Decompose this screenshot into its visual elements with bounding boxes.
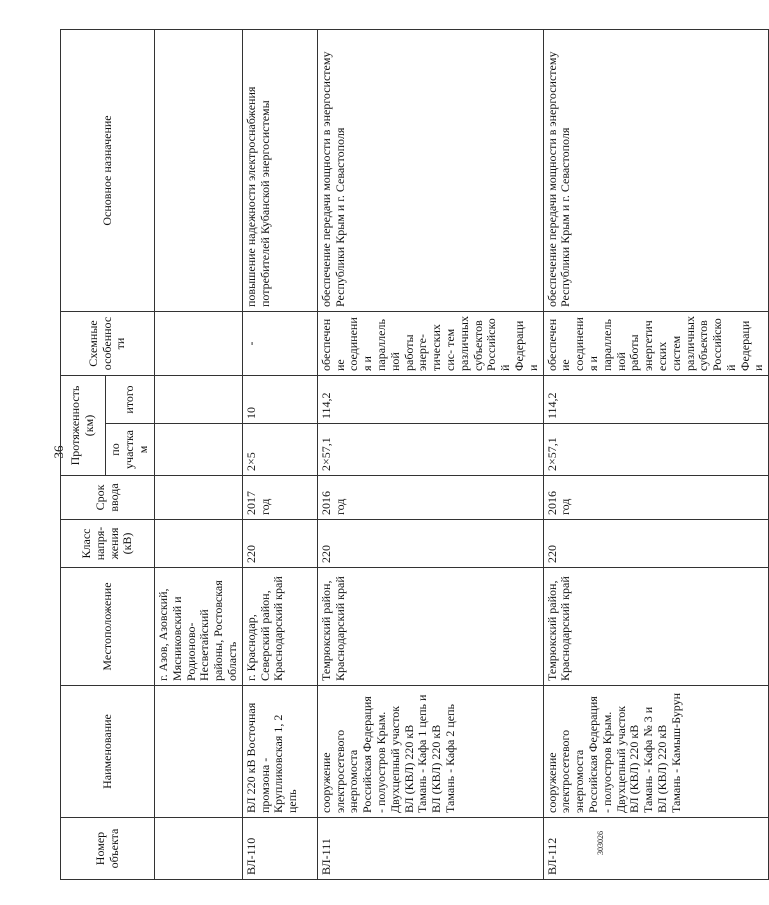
cell-name: сооружение электросетевого энергомоста Российская Федерация - полуостров Крым. Двухцепный участок ВЛ (КВЛ) 220 кВ Тамань - Кафа № 3 и ВЛ (КВЛ) 220 кВ Тамань - Камыш-Бурун bbox=[543, 686, 769, 818]
cell-by-sections: 2×5 bbox=[242, 424, 317, 476]
cell-purpose: обеспечение передачи мощности в энергосистему Республики Крым и г. Севастополя bbox=[317, 30, 543, 312]
header-location: Местоположение bbox=[61, 568, 155, 686]
cell-number: ВЛ-110 bbox=[242, 818, 317, 880]
cell-number bbox=[155, 818, 243, 880]
header-voltage: Класс напря- жения (кВ) bbox=[61, 520, 155, 568]
header-purpose: Основное назначение bbox=[61, 30, 155, 312]
cell-total bbox=[155, 376, 243, 424]
cell-purpose: обеспечение передачи мощности в энергосистему Республики Крым и г. Севастополя bbox=[543, 30, 769, 312]
table-row bbox=[543, 30, 769, 880]
table-row bbox=[155, 30, 243, 880]
footer-code: 303026 bbox=[596, 831, 605, 855]
cell-voltage: 220 bbox=[317, 520, 543, 568]
header-schematic: Схемные особенности bbox=[61, 312, 155, 376]
header-by-sections: по участкам bbox=[106, 424, 155, 476]
cell-name bbox=[155, 686, 243, 818]
cell-location: Темрюкский район, Краснодарский край bbox=[543, 568, 769, 686]
cell-schematic: - bbox=[242, 312, 317, 376]
register-table bbox=[60, 29, 769, 880]
cell-deadline: 2016 год bbox=[543, 476, 769, 520]
header-total: итого bbox=[106, 376, 155, 424]
cell-by-sections: 2×57,1 bbox=[317, 424, 543, 476]
cell-by-sections: 2×57,1 bbox=[543, 424, 769, 476]
cell-by-sections bbox=[155, 424, 243, 476]
cell-number: ВЛ-112 bbox=[543, 818, 769, 880]
cell-name: сооружение электросетевого энергомоста Российская Федерация - полуостров Крым. Двухцепный участок ВЛ (КВЛ) 220 кВ Тамань - Кафа 1 цепь и ВЛ (КВЛ) 220 кВ Тамань - Кафа 2 цепь bbox=[317, 686, 543, 818]
header-number: Номер объекта bbox=[61, 818, 155, 880]
cell-total: 10 bbox=[242, 376, 317, 424]
cell-name: ВЛ 220 кВ Восточная промзона - Крупликовская 1, 2 цепь bbox=[242, 686, 317, 818]
table-row bbox=[317, 30, 543, 880]
cell-number: ВЛ-111 bbox=[317, 818, 543, 880]
page-number: 36 bbox=[51, 445, 66, 459]
cell-location: Темрюкский район, Краснодарский край bbox=[317, 568, 543, 686]
cell-deadline bbox=[155, 476, 243, 520]
cell-purpose: повышение надежности электроснабжения потребителей Кубанской энергосистемы bbox=[242, 30, 317, 312]
cell-schematic: обеспечение соединения и параллельной работы энергетических систем различных субъектов Российской Федерации bbox=[543, 312, 769, 376]
cell-schematic: обеспечение соединения и параллельной работы энерге- тических сис- тем различных субъектов Российской Федерации bbox=[317, 312, 543, 376]
cell-voltage: 220 bbox=[242, 520, 317, 568]
cell-voltage: 220 bbox=[543, 520, 769, 568]
cell-location: г. Краснодар, Северский район, Краснодарский край bbox=[242, 568, 317, 686]
cell-total: 114,2 bbox=[543, 376, 769, 424]
rotated-table-container bbox=[60, 30, 766, 880]
cell-deadline: 2017 год bbox=[242, 476, 317, 520]
cell-voltage bbox=[155, 520, 243, 568]
cell-schematic bbox=[155, 312, 243, 376]
header-name: Наименование bbox=[61, 686, 155, 818]
cell-total: 114,2 bbox=[317, 376, 543, 424]
table-row bbox=[242, 30, 317, 880]
cell-location: г. Азов, Азовский, Мясниковский и Родионово-Несветайский районы, Ростовская область bbox=[155, 568, 243, 686]
header-deadline: Срок ввода bbox=[61, 476, 155, 520]
cell-deadline: 2016 год bbox=[317, 476, 543, 520]
header-length: Протяженность (км) bbox=[61, 376, 106, 476]
cell-purpose bbox=[155, 30, 243, 312]
table-header-row bbox=[61, 30, 106, 880]
